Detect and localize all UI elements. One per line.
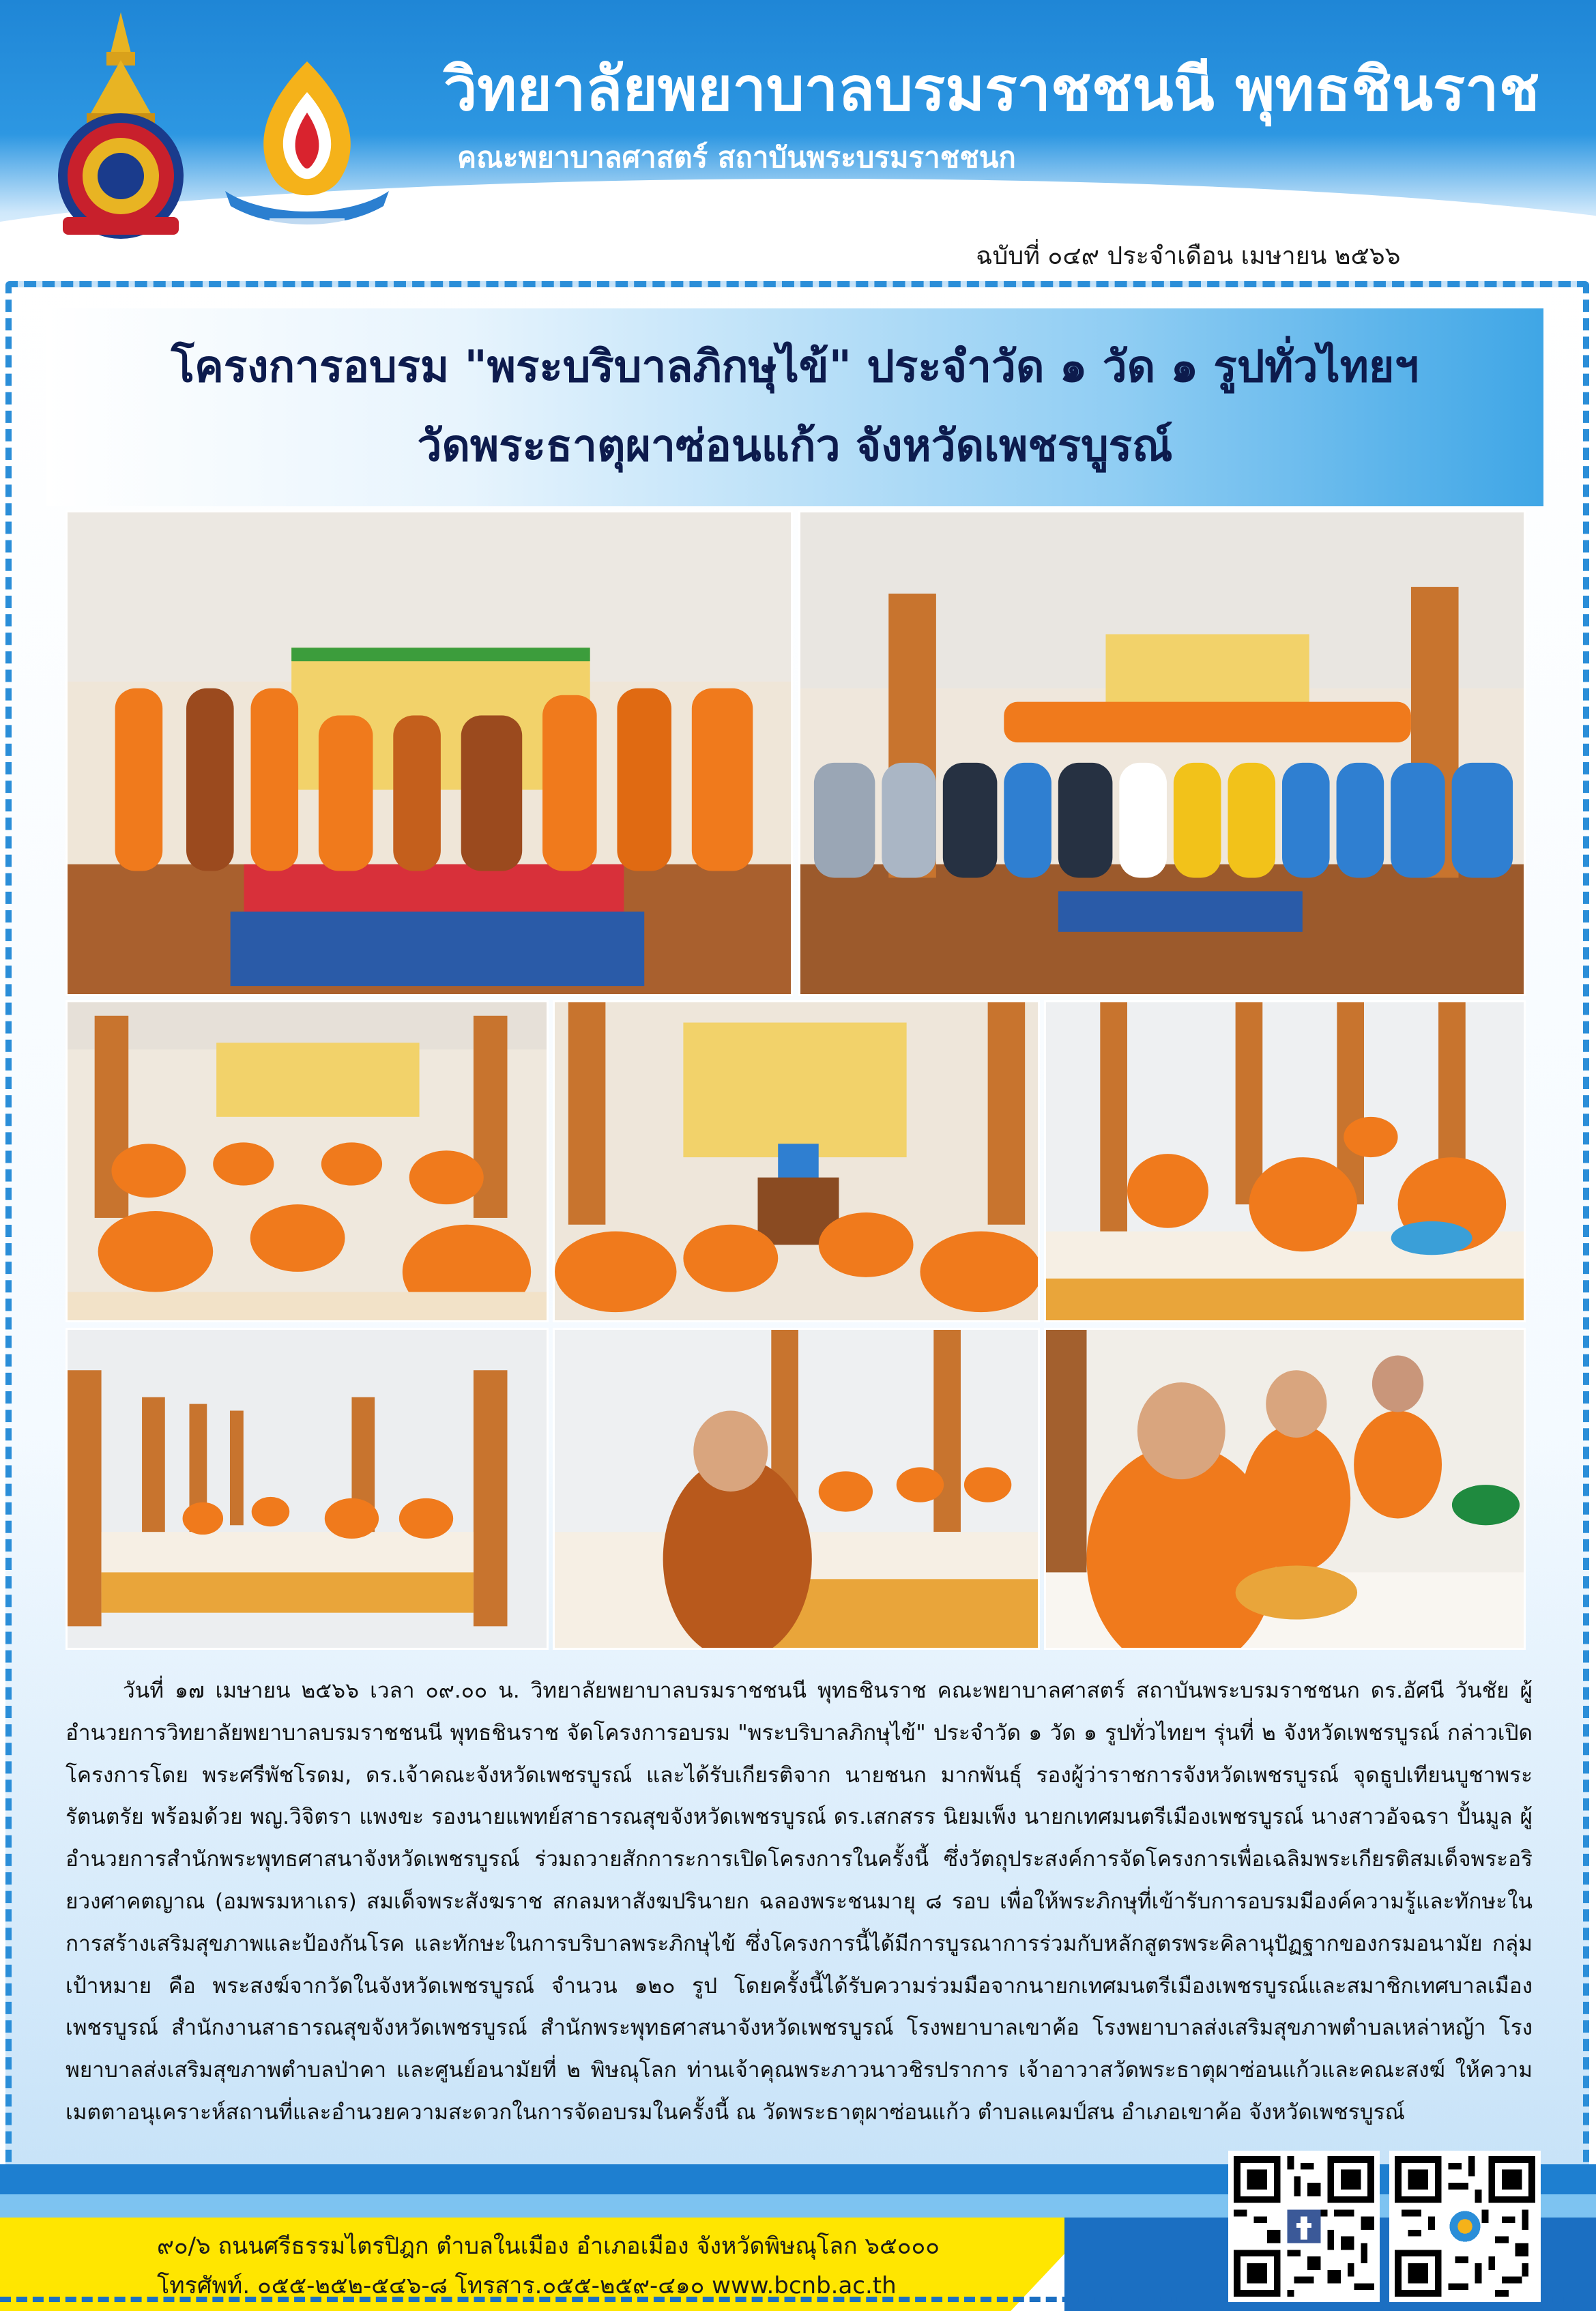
photo-monks-group	[66, 510, 793, 996]
photo-staff-group	[798, 510, 1526, 996]
headline-line-1: โครงการอบรม "พระบริบาลภิกษุไข้" ประจำวัด ๑ วัด ๑ รูปทั่วไทยฯ	[171, 342, 1419, 392]
photo-lecture-speaker	[553, 1000, 1040, 1322]
royal-crest-icon	[49, 12, 192, 246]
college-title: วิทยาลัยพยาบาลบรมราชชนนี พุทธชินราช	[444, 53, 1540, 124]
issue-number: ฉบับที่ ๐๔๙ ประจำเดือน เมษายน ๒๕๖๖	[976, 242, 1401, 270]
qr-code-line-icon[interactable]	[1389, 2151, 1541, 2302]
qr-code-facebook-icon[interactable]	[1228, 2151, 1380, 2302]
page-header	[0, 0, 1596, 280]
photo-monks-closeup	[1044, 1328, 1526, 1650]
photo-monks-seated	[1044, 1000, 1526, 1322]
photo-training-hall-1	[66, 1000, 549, 1322]
footer-address: ๙๐/๖ ถนนศรีธรรมไตรปิฎก ตำบลในเมือง อำเภอเมือง จังหวัดพิษณุโลก ๖๕๐๐๐	[157, 2233, 940, 2260]
footer-contact: โทรศัพท์. ๐๕๕-๒๕๒-๕๔๖-๘ โทรสาร.๐๕๕-๒๕๙-๔๑๐ www.bcnb.ac.th	[157, 2272, 897, 2299]
article-body	[66, 1670, 1533, 2134]
photo-monk-writing	[553, 1328, 1040, 1650]
headline-banner	[46, 308, 1543, 506]
photo-long-hall	[66, 1328, 549, 1650]
article-paragraph: วันที่ ๑๗ เมษายน ๒๕๖๖ เวลา ๐๙.๐๐ น. วิทยาลัยพยาบาลบรมราชชนนี พุทธชินราช คณะพยาบาลศาสตร์ สถาบันพระบรมราชชนก ดร.อัศนี วันชัย ผู้อำนวยการวิทยาลัยพยาบาลบรมราชชนนี พุทธชินราช จัดโครงการอบรม "พระบริบาลภิกษุไข้" ประจำวัด ๑ วัด ๑ รูปทั่วไทยฯ รุ่นที่ ๒ จังหวัดเพชรบูรณ์ กล่าวเปิดโครงการโดย พระศรีพัชโรดม, ดร.เจ้าคณะจังหวัดเพชรบูรณ์ และได้รับเกียรติจาก นายชนก มากพันธุ์ รองผู้ว่าราชการจังหวัดเพชรบูรณ์ จุดธูปเทียนบูชาพระรัตนตรัย พร้อมด้วย พญ.วิจิตรา แพงขะ รองนายแพทย์สาธารณสุขจังหวัดเพชรบูรณ์ ดร.เสกสรร นิยมเพ็ง นายกเทศมนตรีเมืองเพชรบูรณ์ นางสาวอัจฉรา ปั้นมูล ผู้อำนวยการสำนักพระพุทธศาสนาจังหวัดเพชรบูรณ์ ร่วมถวายสักการะการเปิดโครงการในครั้งนี้ ซึ่งวัตถุประสงค์การจัดโครงการเพื่อเฉลิมพระเกียรติสมเด็จพระอริยวงศาคตญาณ (อมพรมหาเถร) สมเด็จพระสังฆราช สกลมหาสังฆปรินายก ฉลองพระชนมายุ ๘ รอบ เพื่อให้พระภิกษุที่เข้ารับการอบรมมีองค์ความรู้และทักษะในการสร้างเสริมสุขภาพและป้องกันโรค และทักษะในการบริบาลพระภิกษุไข้ ซึ่งโครงการนี้ได้มีการบูรณาการร่วมกับหลักสูตรพระคิลานุปัฏฐากของกรมอนามัย กลุ่มเป้าหมาย คือ พระสงฆ์จากวัดในจังหวัดเพชรบูรณ์ จำนวน ๑๒๐ รูป โดยครั้งนี้ได้รับความร่วมมือจากนายกเทศมนตรีเมืองเพชรบูรณ์และสมาชิกเทศบาลเมืองเพชรบูรณ์ สำนักงานสาธารณสุขจังหวัดเพชรบูรณ์ สำนักพระพุทธศาสนาจังหวัดเพชรบูรณ์ โรงพยาบาลเขาค้อ โรงพยาบาลส่งเสริมสุขภาพตำบลเหล่าหญ้า โรงพยาบาลส่งเสริมสุขภาพตำบลป่าคา และศูนย์อนามัยที่ ๒ พิษณุโลก ท่านเจ้าคุณพระภาวนาวชิรปราการ เจ้าอาวาสวัดพระธาตุผาซ่อนแก้วและคณะสงฆ์ ให้ความเมตตาอนุเคราะห์สถานที่และอำนวยความสะดวกในการจัดอบรมในครั้งนี้ ณ วัดพระธาตุผาซ่อนแก้ว ตำบลแคมป์สน อำเภอเขาค้อ จังหวัดเพชรบูรณ์	[66, 1678, 1533, 2125]
faculty-subtitle: คณะพยาบาลศาสตร์ สถาบันพระบรมราชชนก	[457, 141, 1016, 174]
college-flame-logo-icon	[205, 55, 409, 239]
headline-line-2: วัดพระธาตุผาซ่อนแก้ว จังหวัดเพชรบูรณ์	[417, 421, 1173, 471]
